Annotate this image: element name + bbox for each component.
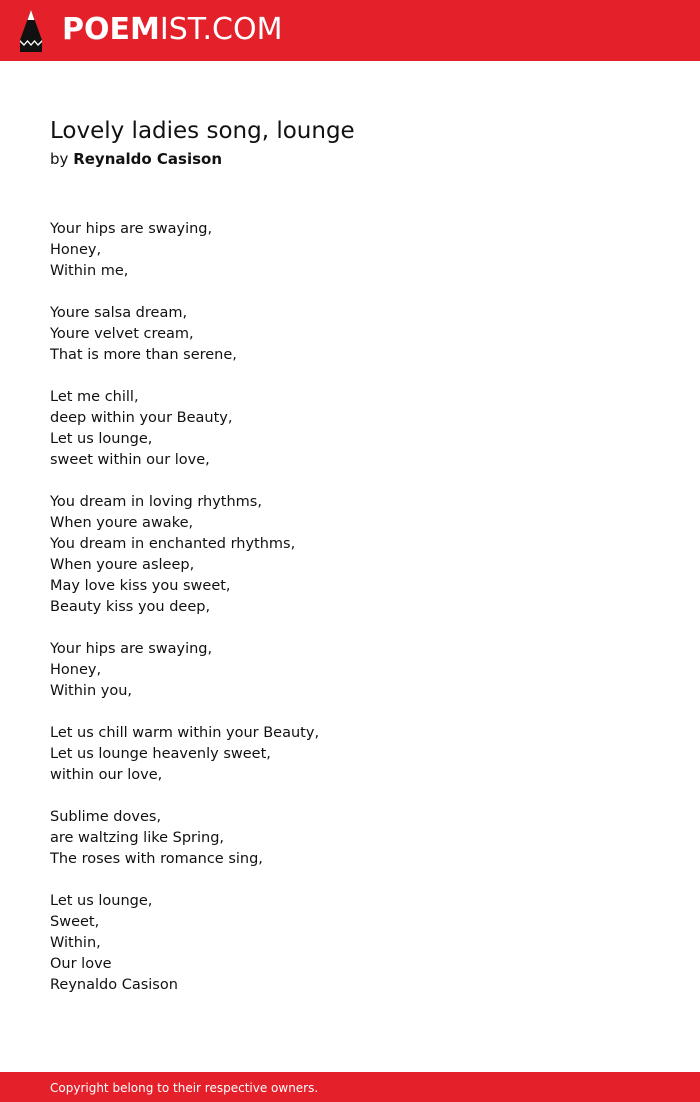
poem-stanza xyxy=(50,639,650,702)
poem-line: are waltzing like Spring, xyxy=(50,830,225,846)
byline xyxy=(50,149,222,169)
site-logo[interactable] xyxy=(62,12,282,48)
poem-line: sweet within our love, xyxy=(50,452,210,468)
poem-line: You dream in loving rhythms, xyxy=(50,494,262,510)
poem-stanza xyxy=(50,723,650,786)
logo-bold-text: POEM xyxy=(62,12,160,47)
poem-stanza xyxy=(50,492,650,618)
poem-line: Your hips are swaying, xyxy=(50,221,213,237)
by-label: by xyxy=(50,150,69,168)
site-footer xyxy=(0,1072,700,1102)
poem-line: Let me chill, xyxy=(50,389,139,405)
poem-line: Your hips are swaying, xyxy=(50,641,213,657)
poem-line: When youre awake, xyxy=(50,515,194,531)
poem-line: Honey, xyxy=(50,662,102,678)
poem-line: Within you, xyxy=(50,683,133,699)
poem-stanza xyxy=(50,219,650,282)
poem-stanza xyxy=(50,303,650,366)
poem-line: Sweet, xyxy=(50,914,100,930)
poem-line: Within me, xyxy=(50,263,129,279)
poem-line: Our love xyxy=(50,956,112,972)
poem-line: deep within your Beauty, xyxy=(50,410,233,426)
poem-line: You dream in enchanted rhythms, xyxy=(50,536,296,552)
author-name: Reynaldo Casison xyxy=(73,150,223,168)
poem-body xyxy=(50,219,650,1017)
pencil-tip-icon[interactable] xyxy=(18,10,44,52)
poem-stanza xyxy=(50,807,650,870)
poem-title: Lovely ladies song, lounge xyxy=(50,118,355,144)
poem-line: within our love, xyxy=(50,767,163,783)
poem-line: Reynaldo Casison xyxy=(50,977,178,993)
poem-line: Youre salsa dream, xyxy=(50,305,188,321)
poem-line: Sublime doves, xyxy=(50,809,162,825)
poem-line: Let us chill warm within your Beauty, xyxy=(50,725,320,741)
poem-line: That is more than serene, xyxy=(50,347,237,363)
poem-stanza xyxy=(50,891,650,996)
poem-line: When youre asleep, xyxy=(50,557,195,573)
poem-line: The roses with romance sing, xyxy=(50,851,263,867)
poem-line: Within, xyxy=(50,935,101,951)
poem-line: Let us lounge, xyxy=(50,431,153,447)
site-header xyxy=(0,0,700,61)
poem-line: Honey, xyxy=(50,242,102,258)
poem-line: May love kiss you sweet, xyxy=(50,578,231,594)
logo-light-text: IST.COM xyxy=(159,12,283,47)
poem-stanza xyxy=(50,387,650,471)
copyright-text: Copyright belong to their respective owners. xyxy=(50,1081,319,1095)
poem-line: Beauty kiss you deep, xyxy=(50,599,211,615)
poem-line: Let us lounge, xyxy=(50,893,153,909)
poem-line: Youre velvet cream, xyxy=(50,326,194,342)
poem-line: Let us lounge heavenly sweet, xyxy=(50,746,271,762)
